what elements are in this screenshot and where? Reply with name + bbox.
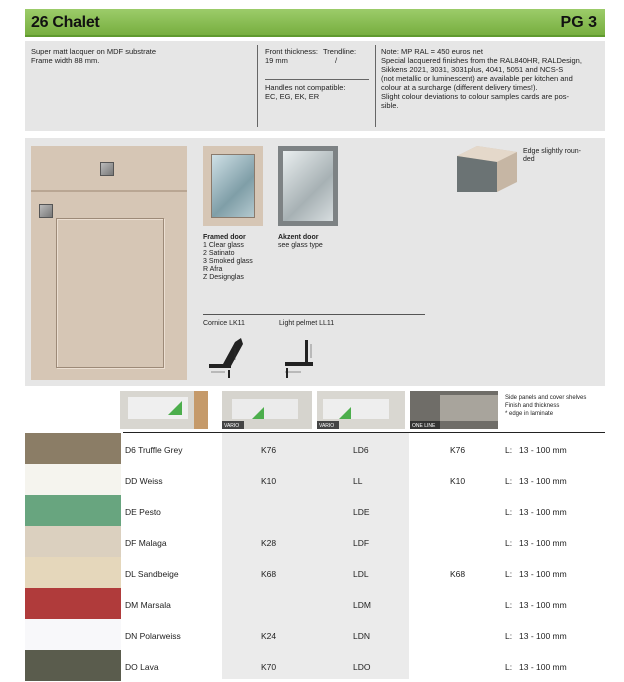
side-note-line: Side panels and cover shelves — [505, 395, 587, 401]
cell-ld: LDL — [353, 569, 369, 579]
cell-k1: K68 — [261, 569, 277, 579]
glass-option: 2 Satinato — [203, 250, 235, 257]
handles-note: Handles not compatible: EC, EG, EK, ER — [265, 83, 346, 101]
cell-ld: LDF — [353, 538, 370, 548]
cornice-profile-icon — [205, 334, 251, 378]
framed-door-image — [203, 146, 263, 226]
cell-ld: LDO — [353, 662, 371, 672]
glass-option: 1 Clear glass — [203, 242, 244, 249]
colour-row — [25, 464, 605, 495]
cell-name: DE Pesto — [125, 507, 161, 517]
front-thickness: Front thickness: 19 mm — [265, 47, 318, 65]
svg-text:VARIO: VARIO — [224, 423, 240, 429]
note-line: Special lacquered finishes from the RAL840HR, RALDesign, — [381, 56, 582, 65]
cell-k1: K76 — [261, 445, 277, 455]
colour-swatch — [25, 557, 121, 588]
cell-k1: K70 — [261, 662, 277, 672]
cell-name: DN Polarweiss — [125, 631, 181, 641]
divider — [265, 79, 369, 80]
colour-row — [25, 557, 605, 588]
info-box — [25, 41, 605, 131]
pelmet-label: Light pelmet LL11 — [279, 320, 335, 327]
cell-name: DD Weiss — [125, 476, 163, 486]
thumbnail-vario-3 — [317, 391, 405, 429]
cell-name: DO Lava — [125, 662, 159, 672]
title-bar — [25, 9, 605, 37]
svg-text:VARIO: VARIO — [319, 423, 335, 429]
cell-k2: K10 — [450, 476, 466, 486]
knob-icon — [100, 162, 114, 176]
divider — [375, 45, 376, 127]
cell-L: L: — [505, 569, 513, 579]
cell-L: L: — [505, 445, 513, 455]
colour-swatch — [25, 433, 121, 464]
glass-option: R Afra — [203, 266, 223, 273]
cell-name: DL Sandbeige — [125, 569, 179, 579]
akzent-door-image — [278, 146, 338, 226]
colour-swatch — [25, 495, 121, 526]
cell-name: DM Marsala — [125, 600, 171, 610]
price-group: PG 3 — [560, 14, 597, 31]
divider — [203, 314, 425, 315]
lacquer-note — [381, 47, 601, 110]
colour-row — [25, 588, 605, 619]
cell-k1: K24 — [261, 631, 277, 641]
svg-text:ONE LINE: ONE LINE — [412, 423, 436, 429]
colour-swatch — [25, 619, 121, 650]
edge-sample-image — [457, 146, 517, 192]
substrate-text: Super matt lacquer on MDF substrate Frame width 88 mm. — [31, 47, 157, 65]
side-note-line: Finish and thickness — [505, 403, 560, 409]
colour-row — [25, 433, 605, 464]
illustration-panel — [25, 138, 605, 386]
note-line: Note: MP RAL = 450 euros net — [381, 47, 483, 56]
note-line: colour at a surcharge (different delivery times!). — [381, 83, 538, 92]
cell-k1: K28 — [261, 538, 277, 548]
divider — [257, 45, 258, 127]
cell-ld: LDN — [353, 631, 371, 641]
note-line: Slight colour deviations to colour samples cards are pos- — [381, 92, 570, 101]
cell-ld: LDM — [353, 600, 371, 610]
thumbnail-one-line — [410, 391, 498, 429]
cell-ld: LL — [353, 476, 363, 486]
cell-k1: K10 — [261, 476, 277, 486]
cell-len: 13 - 100 mm — [519, 538, 567, 548]
glass-option: 3 Smoked glass — [203, 258, 253, 265]
door-panel — [56, 218, 164, 368]
cell-len: 13 - 100 mm — [519, 569, 567, 579]
glass-option: Z Designglas — [203, 274, 244, 281]
page-title: 26 Chalet — [31, 14, 100, 31]
frame-door-illustration — [31, 146, 187, 380]
cell-len: 13 - 100 mm — [519, 507, 567, 517]
cell-L: L: — [505, 476, 513, 486]
edge-note: Edge slightly roun- ded — [523, 148, 581, 163]
note-line: (not metallic or luminescent) are available per kitchen and — [381, 74, 573, 83]
colour-swatch — [25, 588, 121, 619]
thumbnail-vario-1 — [120, 391, 208, 429]
trendline: Trendline: / — [323, 47, 357, 65]
cell-L: L: — [505, 538, 513, 548]
cell-len: 13 - 100 mm — [519, 476, 567, 486]
cell-len: 13 - 100 mm — [519, 662, 567, 672]
pelmet-profile-icon — [281, 334, 323, 378]
cell-L: L: — [505, 507, 513, 517]
cell-name: DF Malaga — [125, 538, 167, 548]
knob-icon — [39, 204, 53, 218]
cell-L: L: — [505, 662, 513, 672]
cell-k2: K68 — [450, 569, 466, 579]
side-panel-note — [505, 394, 605, 418]
framed-door-label: Framed door 1 Clear glass 2 Satinato 3 Smoked glass R Afra Z Designglas — [203, 234, 253, 281]
colour-swatch — [25, 650, 121, 681]
colour-row — [25, 619, 605, 650]
cell-name: D6 Truffle Grey — [125, 445, 183, 455]
cell-k2: K76 — [450, 445, 466, 455]
cell-L: L: — [505, 600, 513, 610]
colour-swatch — [25, 464, 121, 495]
cell-len: 13 - 100 mm — [519, 600, 567, 610]
side-note-line: * edge in laminate — [505, 411, 554, 417]
colour-row — [25, 650, 605, 681]
cornice-label: Cornice LK11 — [203, 320, 245, 327]
colour-swatch — [25, 526, 121, 557]
cell-len: 13 - 100 mm — [519, 631, 567, 641]
cell-ld: LDE — [353, 507, 370, 517]
note-line: sible. — [381, 101, 399, 110]
cell-ld: LD6 — [353, 445, 369, 455]
cell-L: L: — [505, 631, 513, 641]
cell-len: 13 - 100 mm — [519, 445, 567, 455]
colour-row — [25, 526, 605, 557]
colour-row — [25, 495, 605, 526]
note-line: Sikkens 2021, 3031, 3031plus, 4041, 5051 and NCS-S — [381, 65, 564, 74]
akzent-door-label: Akzent door see glass type — [278, 234, 323, 249]
thumbnail-vario-2 — [222, 391, 312, 429]
